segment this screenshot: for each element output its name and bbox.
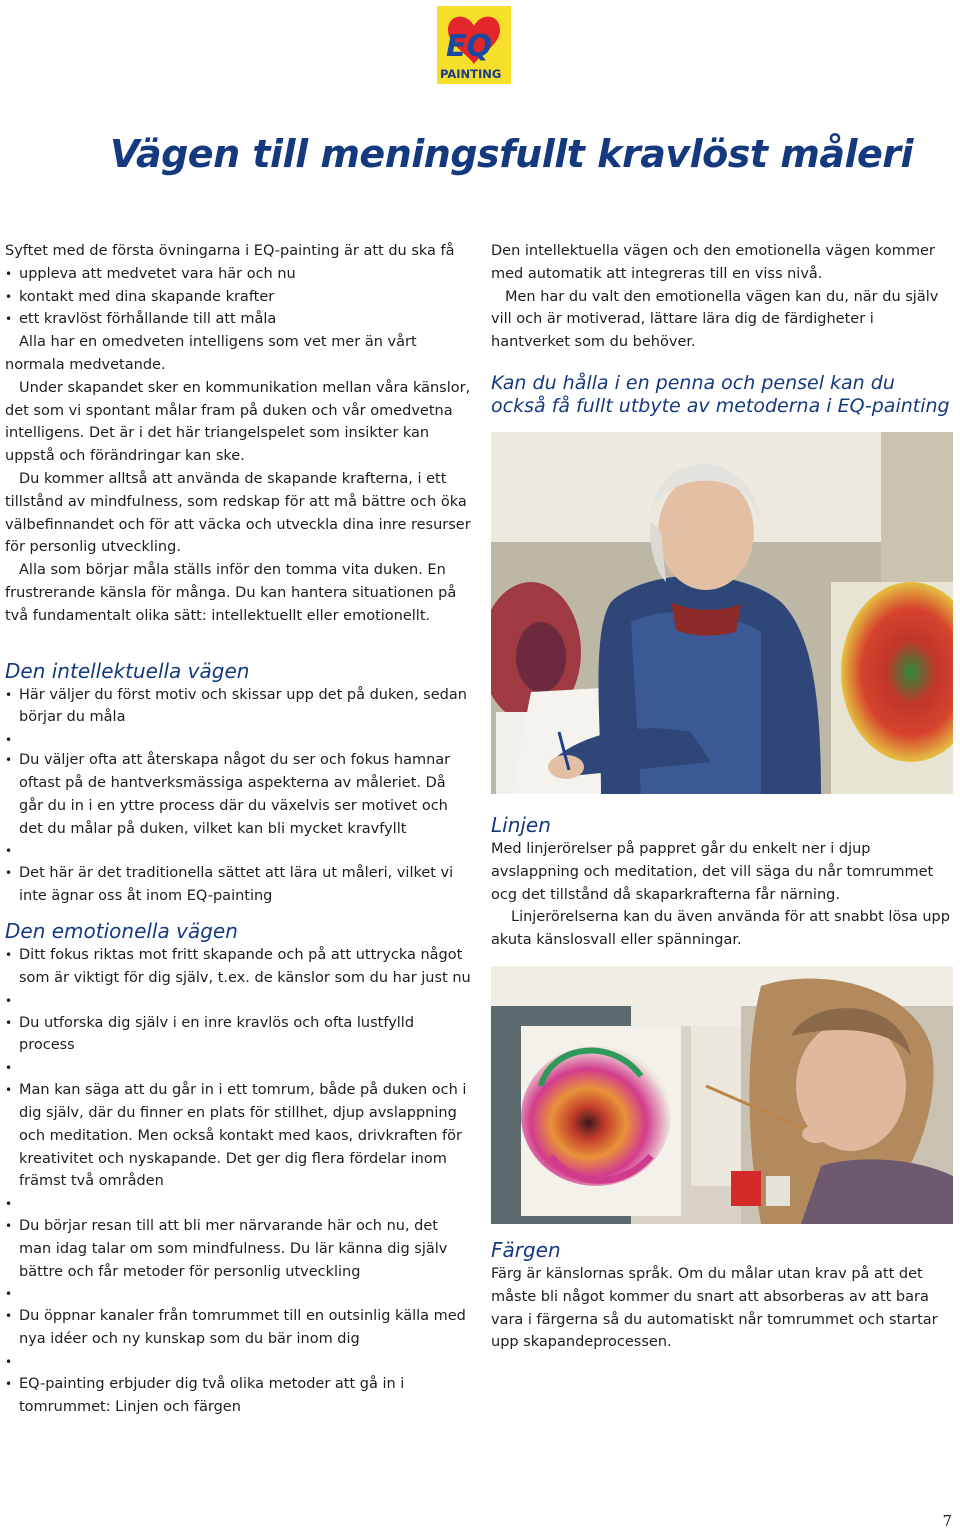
- logo-text-main: EQ: [446, 29, 492, 64]
- spacer: [5, 840, 473, 862]
- bullet-item: • uppleva att medvetet vara här och nu: [5, 263, 473, 286]
- bullet-item: • ett kravlöst förhållande till att måla: [5, 308, 473, 331]
- section-linjen: [491, 812, 953, 952]
- spacer: [5, 729, 473, 749]
- highlight-heading: Kan du hålla i en penna och pensel kan du också få fullt utbyte av metoderna i EQ-painting: [491, 371, 950, 417]
- bullet-item: • EQ-painting erbjuder dig två olika metoder att gå in i tomrummet: Linjen och färgen: [5, 1373, 473, 1419]
- paragraph: Den intellektuella vägen och den emotionella vägen kommer med automatik att integreras till en viss nivå.: [491, 243, 935, 282]
- eq-painting-logo: [434, 4, 514, 86]
- bullet-item: • Du öppnar kanaler från tomrummet till en outsinlig källa med nya idéer och ny kunskap som du bär inom dig: [5, 1305, 473, 1351]
- bullet-item: • Du börjar resan till att bli mer närvarande här och nu, det man idag talar om som mindfulness. Du lär känna dig själv bättre och får metoder för personlig utveckling: [5, 1215, 473, 1283]
- emotional-bullet-list: [5, 944, 473, 1419]
- bullet-item: • Du väljer ofta att återskapa något du ser och fokus hamnar oftast på de hantverksmässiga aspekterna av måleriet. Då går du in i en yttre process där du växelvis ser motivet och det du målar på duken, vilket kan bli mycket kravfyllt: [5, 749, 473, 840]
- bullet-item: • Ditt fokus riktas mot fritt skapande och på att uttrycka något som är viktigt för dig själv, t.ex. de känslor som du har just nu: [5, 944, 473, 990]
- spacer: [5, 1351, 473, 1373]
- spacer: [5, 1057, 473, 1079]
- spacer: [5, 990, 473, 1012]
- intro-bullet-list: [5, 263, 473, 331]
- bullet-item: • kontakt med dina skapande krafter: [5, 286, 473, 309]
- logo-text-sub: PAINTING: [440, 67, 502, 81]
- bullet-item: • Man kan säga att du går in i ett tomrum, både på duken och i dig själv, där du finner en plats för stillhet, djup avslappning och meditation. Men också kontakt med kaos, drivkraften för kreativitet och nyskapande. Det ger dig flera fördelar inom främst två områden: [5, 1079, 473, 1193]
- spacer: [5, 1193, 473, 1215]
- paragraph: Du kommer alltså att använda de skapande krafterna, i ett tillstånd av mindfulness, som redskap för att må bättre och öka välbefinnandet och för att väcka och utveckla dina inre resurser för personlig utveckling.: [5, 470, 471, 556]
- spacer: [5, 1283, 473, 1305]
- bullet-item: • Du utforska dig själv i en inre kravlös och ofta lustfylld process: [5, 1012, 473, 1058]
- page-title: Vägen till meningsfullt kravlöst måleri: [110, 132, 914, 176]
- paragraph: Med linjerörelser på pappret går du enkelt ner i djup avslappning och meditation, det vill säga du når tomrummet ocg det tillstånd då skaparkrafterna får närning.: [491, 841, 934, 903]
- paragraph: Men har du valt den emotionella vägen kan du, när du själv vill och är motiverad, lättare lära dig de färdigheter i hantverket som du behöver.: [491, 288, 939, 351]
- photo-woman-drawing: [491, 432, 953, 794]
- photo-woman-painting: [491, 966, 953, 1224]
- paragraph: Alla har en omedveten intelligens som vet mer än vårt normala medvetande.: [5, 334, 417, 373]
- paragraph: Under skapandet sker en kommunikation mellan våra känslor, det som vi spontant målar fram på duken och vår omedvetna intelligens. Det är i det här triangelspelet som insikter kan uppstå och förändringar kan ske.: [5, 379, 471, 465]
- heading-linjen: Linjen: [491, 813, 551, 837]
- bullet-item: • Här väljer du först motiv och skissar upp det på duken, sedan börjar du måla: [5, 684, 473, 730]
- paragraph: Färg är känslornas språk. Om du målar utan krav på att det måste bli något kommer du snart att absorberas av att bara vara i färgerna så du automatiskt når tomrummet och startar upp skapandeprocessen.: [491, 1266, 938, 1351]
- heading-intellectual-path: Den intellektuella vägen: [5, 658, 250, 683]
- right-column-top: [491, 240, 953, 418]
- heading-emotional-path: Den emotionella vägen: [5, 918, 238, 943]
- paragraph: Linjerörelserna kan du även använda för att snabbt lösa upp akuta känslosvall eller spänningar.: [491, 909, 950, 949]
- intro-text: Syftet med de första övningarna i EQ-painting är att du ska få: [5, 243, 455, 259]
- bullet-item: • Det här är det traditionella sättet att lära ut måleri, vilket vi inte ägnar oss åt inom EQ-painting: [5, 862, 473, 908]
- section-fargen: [491, 1237, 953, 1354]
- left-column: [5, 240, 473, 1419]
- intellectual-bullet-list: [5, 684, 473, 908]
- paragraph: Alla som börjar måla ställs inför den tomma vita duken. En frustrerande känsla för många. Du kan hantera situationen på två fundamentalt olika sätt: intellektuellt eller emotionellt.: [5, 562, 457, 624]
- heading-fargen: Färgen: [491, 1238, 561, 1262]
- page-number: 7: [942, 1512, 952, 1530]
